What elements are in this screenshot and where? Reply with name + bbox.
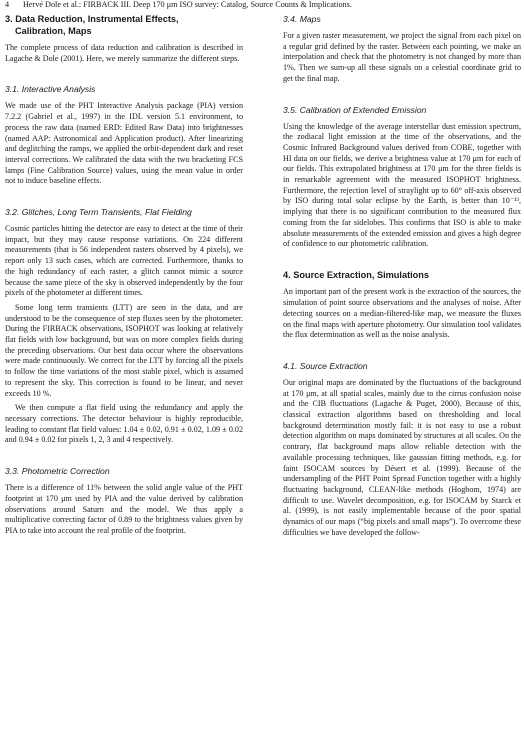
section-3-5-paragraph: Using the knowledge of the average interstellar dust emission spectrum, the zodiacal light emission at the time of the observations, and the Cosmic Infrared Background values derived from COBE, together with HI data on our fields, we derive a brightness value at 170 μm for each of our fields. This extrapolated brightness at 170 μm for the three fields is in remarkable agreement with the measured ISOPHOT brightness. Furthermore, the rejection level of straylight up to 60° off-axis observed by ISO during total solar eclipse by the Earth, is better than 10⁻¹³, implying that there is no significant contribution to the measured flux coming from the far sidelobes. This confirms that ISO is able to make absolute measurements of the extended emission and gives a high degree of confidence to our photometric calibration. bbox=[283, 121, 521, 249]
section-3-5-title: 3.5. Calibration of Extended Emission bbox=[283, 104, 427, 115]
page-number: 4 bbox=[5, 0, 10, 9]
section-3-2-paragraph-1: Cosmic particles hitting the detector are easy to detect at the time of their impact, but they may cause response variations. On 224 different measurements (that is 56 independent rasters observed by 4 pixels), we report only 13 such cases, which are corrected. Furthermore, thanks to the high redundancy of each raster, a glitch cannot mimic a source because the same piece of the sky is observed independently by the four pixels of the photometer at different times. bbox=[5, 224, 243, 298]
section-3-intro: The complete process of data reduction and calibration is described in Lagache & Dole (2001). Here, we merely summarize the different steps. bbox=[5, 43, 243, 63]
section-3-4-paragraph: For a given raster measurement, we project the signal from each pixel on a regular grid defined by the raster. Between each pointing, we make an interpolation and check that the photometry is not changed by more than 1%. Then we sum-up all these signals on a celestial coordinate grid to get the final map. bbox=[283, 31, 521, 83]
section-4-paragraph: An important part of the present work is the extraction of the sources, the simulation of point source observations and the analyses of noise. After detecting sources on a median-filtered-like map, we measure the fluxes on the final maps with aperture photometry. Our simulation tool validates the flux determination as well as the noise analysis. bbox=[283, 287, 521, 340]
left-column bbox=[5, 14, 243, 537]
section-4-title: 4. Source Extraction, Simulations bbox=[283, 269, 430, 280]
running-header bbox=[5, 0, 352, 9]
section-3-title: 3. Data Reduction, Instrumental Effects, Calibration, Maps bbox=[5, 14, 179, 36]
section-3-1-paragraph: We made use of the PHT Interactive Analysis package (PIA) version 7.2.2 (Gabriel et al., 1997) in the IDL version 5.1 environment, to process the raw data (named ERD: Edited Raw Data) into brightnesses (named AAP: Astronomical and Application product). After linearizing and deglitching the ramps, we applied the orbit-dependent dark and reset interval corrections. We calibrated the data with the two bracketing FCS lamps (Fine Calibration Source) values, using the mean value in order not to induce baseline effects. bbox=[5, 101, 243, 186]
section-3-3-paragraph: There is a difference of 11% between the solid angle value of the PHT footprint at 170 μm used by PIA and the value derived by calibration observations around Saturn and the model. We thus apply a multiplicative correcting factor of 0.89 to the brightness values given by PIA to take into account the real profile of the footprint. bbox=[5, 483, 243, 535]
section-3-2-title: 3.2. Glitches, Long Term Transients, Flat Fielding bbox=[5, 207, 192, 218]
section-3-2-paragraph-3: We then compute a flat field using the redundancy and apply the necessary corrections. The detector behaviour is highly reproducible, leading to constant flat field values: 1.04 ± 0.02, 0.91 ± 0.02, 1.09 ± 0.02 and 0.94 ± 0.02 for pixels 1, 2, 3 and 4 respectively. bbox=[5, 403, 243, 445]
section-3-2-paragraph-2: Some long term transients (LTT) are seen in the data, and are understood to be the consequence of step fluxes seen by the photometer. During the FIRBACK observations, ISOPHOT was looking at relatively flat fields with low background, but was on more complex fields during the preceding observations. Our best data occur where the observations were made continuously. We correct for the LTT by forcing all the pixels to follow the time variations of the most stable pixel, which is assumed to represent the sky. This correction is found to be linear, and never exceeds 10 %. bbox=[5, 302, 243, 398]
running-title: Hervé Dole et al.: FIRBACK III. Deep 170 μm ISO survey: Catalog, Source Counts & Implications. bbox=[23, 0, 352, 9]
section-4-1-title: 4.1. Source Extraction bbox=[283, 360, 368, 371]
section-3-3-title: 3.3. Photometric Correction bbox=[5, 466, 110, 477]
right-column bbox=[283, 14, 521, 539]
section-3-1-title: 3.1. Interactive Analysis bbox=[5, 84, 96, 95]
section-3-4-title: 3.4. Maps bbox=[283, 14, 321, 24]
section-4-1-paragraph: Our original maps are dominated by the fluctuations of the background at 170 μm, at all spatial scales, mainly due to the cirrus confusion noise and the CIB fluctuations (Lagache & Puget, 2000). Because of this, classical extraction algorithms based on thresholding and local background determination mostly fail: it is not easy to use a robust detection algorithm on maps dominated by structures at all scales. On the contrary, flat background maps allow reliable detection with the available processing techniques, like gaussian fitting methods, e.g. for faint ISOCAM sources by Désert et al. (1999). Because of the undersampling of the PHT Point Spread Function together with a highly fluctuating background, CLEAN-like methods (Hogbom, 1974) are difficult to use. Wavelet decomposition, e.g. for ISOCAM by Starck et al. (1999), is not easily implementable because of the poor spatial dynamics of our maps (“big pixels and small maps”). To overcome these difficulties we have developed the follow- bbox=[283, 377, 521, 537]
